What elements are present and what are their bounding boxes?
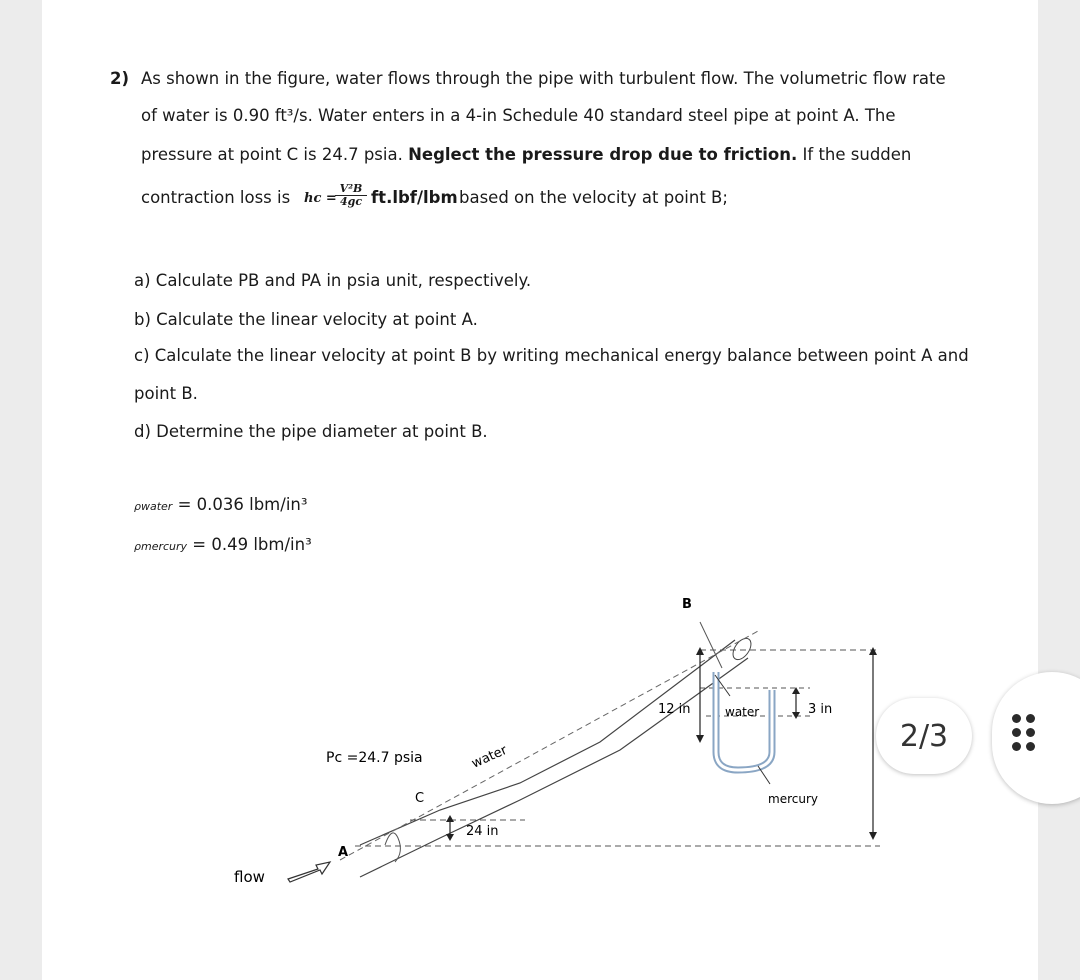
question-number: 2) bbox=[110, 69, 130, 88]
flow-arrow-icon bbox=[288, 862, 330, 882]
question-line-3: pressure at point C is 24.7 psia. Neglect the pressure drop due to friction. If the sudden bbox=[141, 145, 912, 164]
label-b: B bbox=[682, 597, 692, 612]
label-3in: 3 in bbox=[808, 702, 833, 717]
pipe-end bbox=[729, 635, 754, 663]
more-options-icon bbox=[1012, 714, 1021, 723]
formula-unit: ft.lbf/lbm bbox=[371, 188, 458, 207]
label-24in: 24 in bbox=[466, 824, 499, 839]
part-d: d) Determine the pipe diameter at point B. bbox=[134, 422, 488, 441]
density-mercury: ρmercury = 0.49 lbm/in³ bbox=[134, 535, 312, 554]
question-line-4-start: contraction loss is bbox=[141, 188, 291, 207]
formula-denominator: 4gc bbox=[339, 195, 363, 208]
formula-numerator: V²B bbox=[335, 183, 367, 196]
label-water-pipe: water bbox=[469, 742, 510, 772]
pipe-centerline bbox=[340, 630, 760, 860]
part-c-line-1: c) Calculate the linear velocity at point B by writing mechanical energy balance between point A and bbox=[134, 346, 969, 365]
label-c: C bbox=[415, 791, 425, 806]
density-water: ρwater = 0.036 lbm/in³ bbox=[134, 495, 308, 514]
part-a: a) Calculate PB and PA in psia unit, respectively. bbox=[134, 271, 532, 290]
label-pc: Pc =24.7 psia bbox=[326, 750, 423, 766]
pipe-upper-wall bbox=[360, 640, 735, 845]
label-a: A bbox=[338, 845, 349, 860]
part-c-line-2: point B. bbox=[134, 384, 198, 403]
manometer-tube bbox=[716, 672, 772, 770]
page-indicator: 2/3 bbox=[876, 698, 972, 774]
question-line-1: As shown in the figure, water flows through the pipe with turbulent flow. The volumetric flow rate bbox=[141, 69, 946, 88]
part-b: b) Calculate the linear velocity at point A. bbox=[134, 310, 478, 329]
section-c-mark bbox=[385, 833, 400, 862]
label-mercury: mercury bbox=[768, 792, 818, 806]
label-12in: 12 in bbox=[658, 702, 691, 717]
label-flow: flow bbox=[234, 868, 265, 886]
question-line-4-end: based on the velocity at point B; bbox=[459, 188, 728, 207]
label-water-tube: water bbox=[725, 705, 760, 719]
question-line-2: of water is 0.90 ft³/s. Water enters in a 4-in Schedule 40 standard steel pipe at point A. The bbox=[141, 106, 896, 125]
pipe-lower-wall bbox=[360, 658, 748, 877]
formula-lhs: hc = bbox=[304, 191, 337, 206]
